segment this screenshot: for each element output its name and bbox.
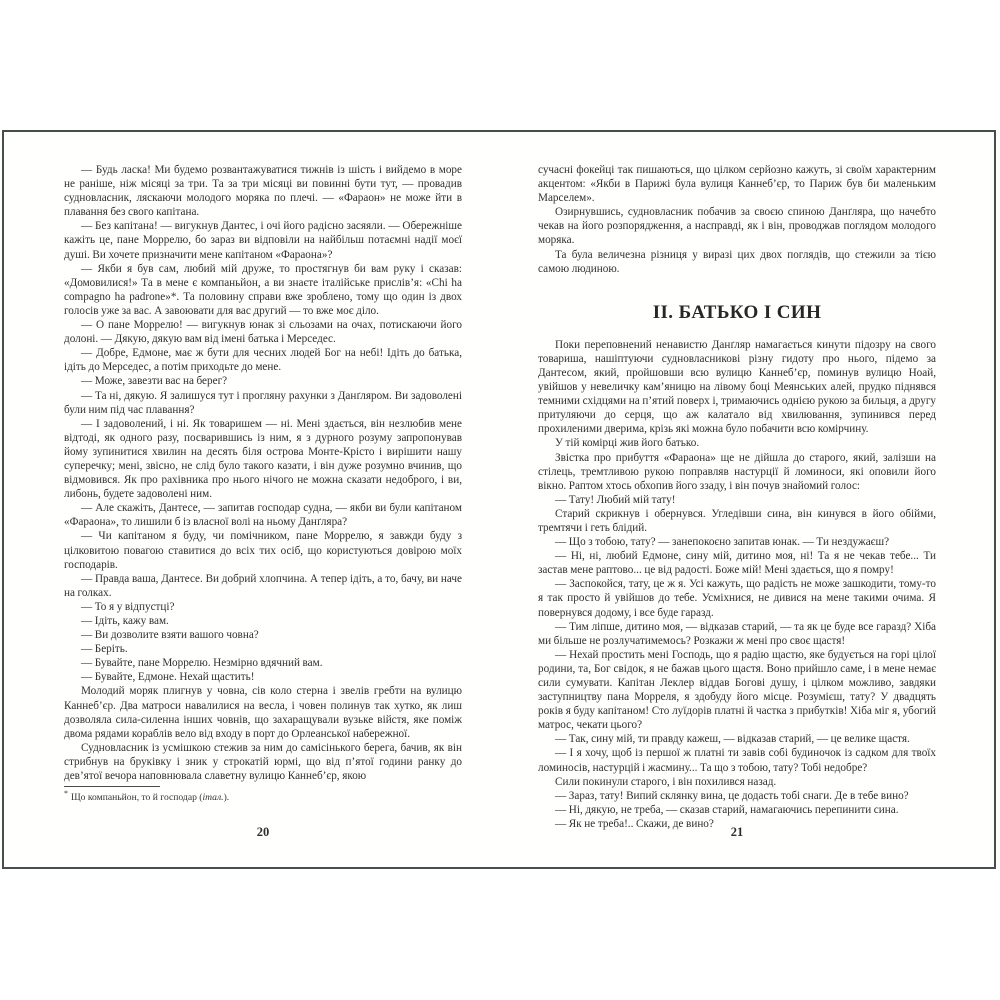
- paragraph: — І задоволений, і ні. Як товаришем — ні. Мені здається, він незлюбив мене відтоді, як одного разу, посварившись із ним, я з дурного розуму запропонував йому зупинитися хвилин на десять біля острова Монте-Крісто і вирішити нашу суперечку; мені, звісно, не слід було такого казати, і він дуже розумно вчинив, що відмовився. Як про рахівника про нього нічого не можна сказати недоброго, і ви, либонь, будете задоволені ним.: [64, 417, 462, 501]
- paragraph: — Як не треба!.. Скажи, де вино?: [555, 817, 714, 830]
- footnote-text: Що компаньйон, то й господар (: [71, 792, 203, 804]
- paragraph: Судновласник із усмішкою стежив за ним до самісінького берега, бачив, як він стрибнув на бруківку і зник у строкатій юрмі, що від п’ятої години ранку до дев’ятої вечора наповнювала славетну вулицю Каннеб’єр, якою: [64, 741, 462, 783]
- paragraph: — Тим ліпше, дитино моя, — відказав старий, — та як це буде все гаразд? Хіба ми більше не розлучатимемось? Розкажи ж мені про своє щастя!: [538, 620, 936, 647]
- paragraph: — То я у відпустці?: [81, 600, 175, 613]
- paragraph: — Ідіть, кажу вам.: [81, 615, 169, 627]
- paragraph: — Добре, Едмоне, має ж бути для чесних людей Бог на небі! Ідіть до батька, ідіть до Мерседес, а потім приходьте до мене.: [64, 347, 462, 374]
- chapter-heading: ІІ. БАТЬКО І СИН: [652, 301, 822, 323]
- footnote-text-end: ).: [223, 792, 230, 804]
- book-page-right: [538, 163, 936, 859]
- paragraph: — І я хочу, щоб із першої ж платні ти завів собі будиночок із садком для твоїх ломиносів, настурцій і жасмину... Та що з тобою, тату? Тобі недобре?: [538, 747, 936, 774]
- paragraph: Молодий моряк плигнув у човна, сів коло стерна і звелів гребти на вулицю Каннеб’єр. Два матроси навалилися на весла, і човен полинув так хутко, як лиш дозволяла сила-силенна інших човнів, що захаращували вузьке війстя, яке поміж двома рядами кораблів вело від входу в порт до Орлеанської набережної.: [64, 685, 462, 740]
- paragraph: — Беріть.: [81, 643, 128, 656]
- paragraph: — Зараз, тату! Випий склянку вина, це додасть тобі снаги. Де в тебе вино?: [555, 789, 909, 802]
- paragraph: — Але скажіть, Дантесе, — запитав господар судна, — якби ви були капітаном «Фараона», то лишили б із власної волі на ньому Данґляра?: [64, 502, 462, 529]
- paragraph: — Ні, ні, любий Едмоне, сину мій, дитино моя, ні! Та я не чекав тебе... Ти застав мене раптово... це від радості. Боже мій! Мені здається, що я помру!: [538, 550, 936, 577]
- paragraph: — Заспокойся, тату, це ж я. Усі кажуть, що радість не може зашкодити, тому-то я так просто й увійшов до тебе. Усміхнися, не дивися на мене такими очима. Я повернувся додому, і все буде гаразд.: [538, 578, 936, 619]
- paragraph: — Бувайте, Едмоне. Нехай щастить!: [81, 671, 255, 684]
- paragraph: — Якби я був сам, любий мій друже, то простягнув би вам руку і сказав: «Домовилися!» Та в мене є компаньйон, а ви знаєте італійське прислів’я: «Chi ha compagno ha padrone»*. Та половину справи вже зроблено, тому що один із двох голосів уже за вас. А завоювати для вас другий — то вже моє діло.: [64, 262, 462, 317]
- paragraph: — Будь ласка! Ми будемо розвантажуватися тижнів із шість і вийдемо в море не раніше, ніж місяці за три. Та за три місяці ви повинні бути тут, — провадив судновласник, ляскаючи молодого моряка по плечі. — «Фараон» не може йти в плавання без свого капітана.: [64, 164, 462, 219]
- book-page-left: [64, 163, 462, 859]
- page-number-left: 20: [256, 825, 270, 839]
- paragraph: — Бувайте, пане Моррелю. Незмірно вдячний вам.: [81, 657, 323, 670]
- paragraph: — Нехай простить мені Господь, що я радію щастю, яке будується на горі цілої родини, та, Бог свідок, я не бажав цього щастя. Воно прийшло саме, і в мене немає сили сумувати. Капітан Леклер віддав Богові душу, і цілком можливо, завдяки заступництву пана Морреля, я здобуду його місце. Розумієш, тату? У двадцять років я буду капітаном! Сто луїдорів платні й частка з прибутків! Хіба міг я, убогий матрос, чекати цього?: [538, 648, 936, 732]
- right-page-text-before-heading: [538, 163, 936, 276]
- paragraph: — Що з тобою, тату? — занепокоєно запитав юнак. — Ти нездужаєш?: [555, 536, 890, 549]
- paragraph: У тій комірці жив його батько.: [555, 437, 700, 450]
- page-number-right: 21: [730, 825, 744, 839]
- paragraph: — Чи капітаном я буду, чи помічником, пане Моррелю, я завжди буду з цілковитою повагою ставитися до всіх тих осіб, що користуються довірою моїх господарів.: [64, 530, 462, 571]
- paragraph: Та була величезна різниця у виразі цих двох поглядів, що стежили за тією самою людиною.: [538, 248, 936, 275]
- paragraph: Озирнувшись, судновласник побачив за своєю спиною Данґляра, що начебто чекав на його розпорядження, а насправді, як і він, проводжав поглядом молодого моряка.: [538, 206, 936, 247]
- left-page-text: [64, 163, 462, 783]
- paragraph: — Та ні, дякую. Я залишуся тут і прогляну рахунки з Данґляром. Ви задоволені були ним під час плавання?: [64, 389, 462, 416]
- paragraph: — Ви дозволите взяти вашого човна?: [81, 629, 259, 642]
- paragraph: Поки переповнений ненавистю Данґляр намагається кинути підозру на свого товариша, нашіптуючи судновласникові різну гидоту про нього, підемо за Дантесом, який, пройшовши всю вулицю Каннеб’єр, поминув вулицю Ноай, увійшов у невеличку кам’яницю на лівому боці Меянських алей, прудко піднявся темними східцями на п’ятий поверх і, тримаючись однією рукою за бильця, а другу притуляючи до серця, що аж калатало від хвилювання, зупинився перед прохиленими дверима, крізь які можна було побачити всю комірчину.: [538, 338, 936, 436]
- paragraph: — Ні, дякую, не треба, — сказав старий, намагаючись перепинити сина.: [555, 803, 899, 816]
- footnote-language-label: італ.: [202, 792, 224, 804]
- paragraph: — Без капітана! — вигукнув Дантес, і очі його радісно засяяли. — Обережніше кажіть це, пане Моррелю, бо зараз ви відповіли на найбільш потаємні надії моєї душі. Ви хочете призначити мене капітаном «Фараона»?: [64, 220, 462, 261]
- book-spread: [2, 130, 996, 869]
- paragraph: — О пане Моррелю! — вигукнув юнак зі сльозами на очах, потискаючи його долоні. — Дякую, дякую вам від імені батька і Мерседес.: [64, 319, 462, 346]
- footnote: [64, 788, 462, 804]
- footnote-separator: [64, 786, 160, 787]
- paragraph: — Так, сину мій, ти правду кажеш, — відказав старий, — це велике щастя.: [555, 733, 910, 746]
- paragraph: — Може, завезти вас на берег?: [81, 375, 228, 388]
- right-page-text-after-heading: [538, 338, 936, 831]
- paragraph: Звістка про прибуття «Фараона» ще не дійшла до старого, який, залізши на стілець, тремтливою рукою поправляв настурції й ломиноси, які оповили його вікно. Раптом хтось обхопив його ззаду, і він почув знайомий голос:: [538, 451, 936, 492]
- paragraph: — Правда ваша, Дантесе. Ви добрий хлопчина. А тепер ідіть, а то, бачу, ви наче на голках.: [64, 572, 462, 599]
- paragraph: Старий скрикнув і обернувся. Угледівши сина, він кинувся в його обійми, тремтячи і геть блідий.: [538, 507, 936, 534]
- paragraph: Сили покинули старого, і він похилився назад.: [555, 775, 777, 788]
- paragraph: сучасні фокейці так пишаються, що цілком серйозно кажуть, зі своїм характерним акцентом: «Якби в Парижі була вулиця Каннеб’єр, то Париж був би маленьким Марселем».: [538, 164, 936, 205]
- paragraph: — Тату! Любий мій тату!: [555, 493, 676, 506]
- footnote-marker: *: [64, 789, 68, 799]
